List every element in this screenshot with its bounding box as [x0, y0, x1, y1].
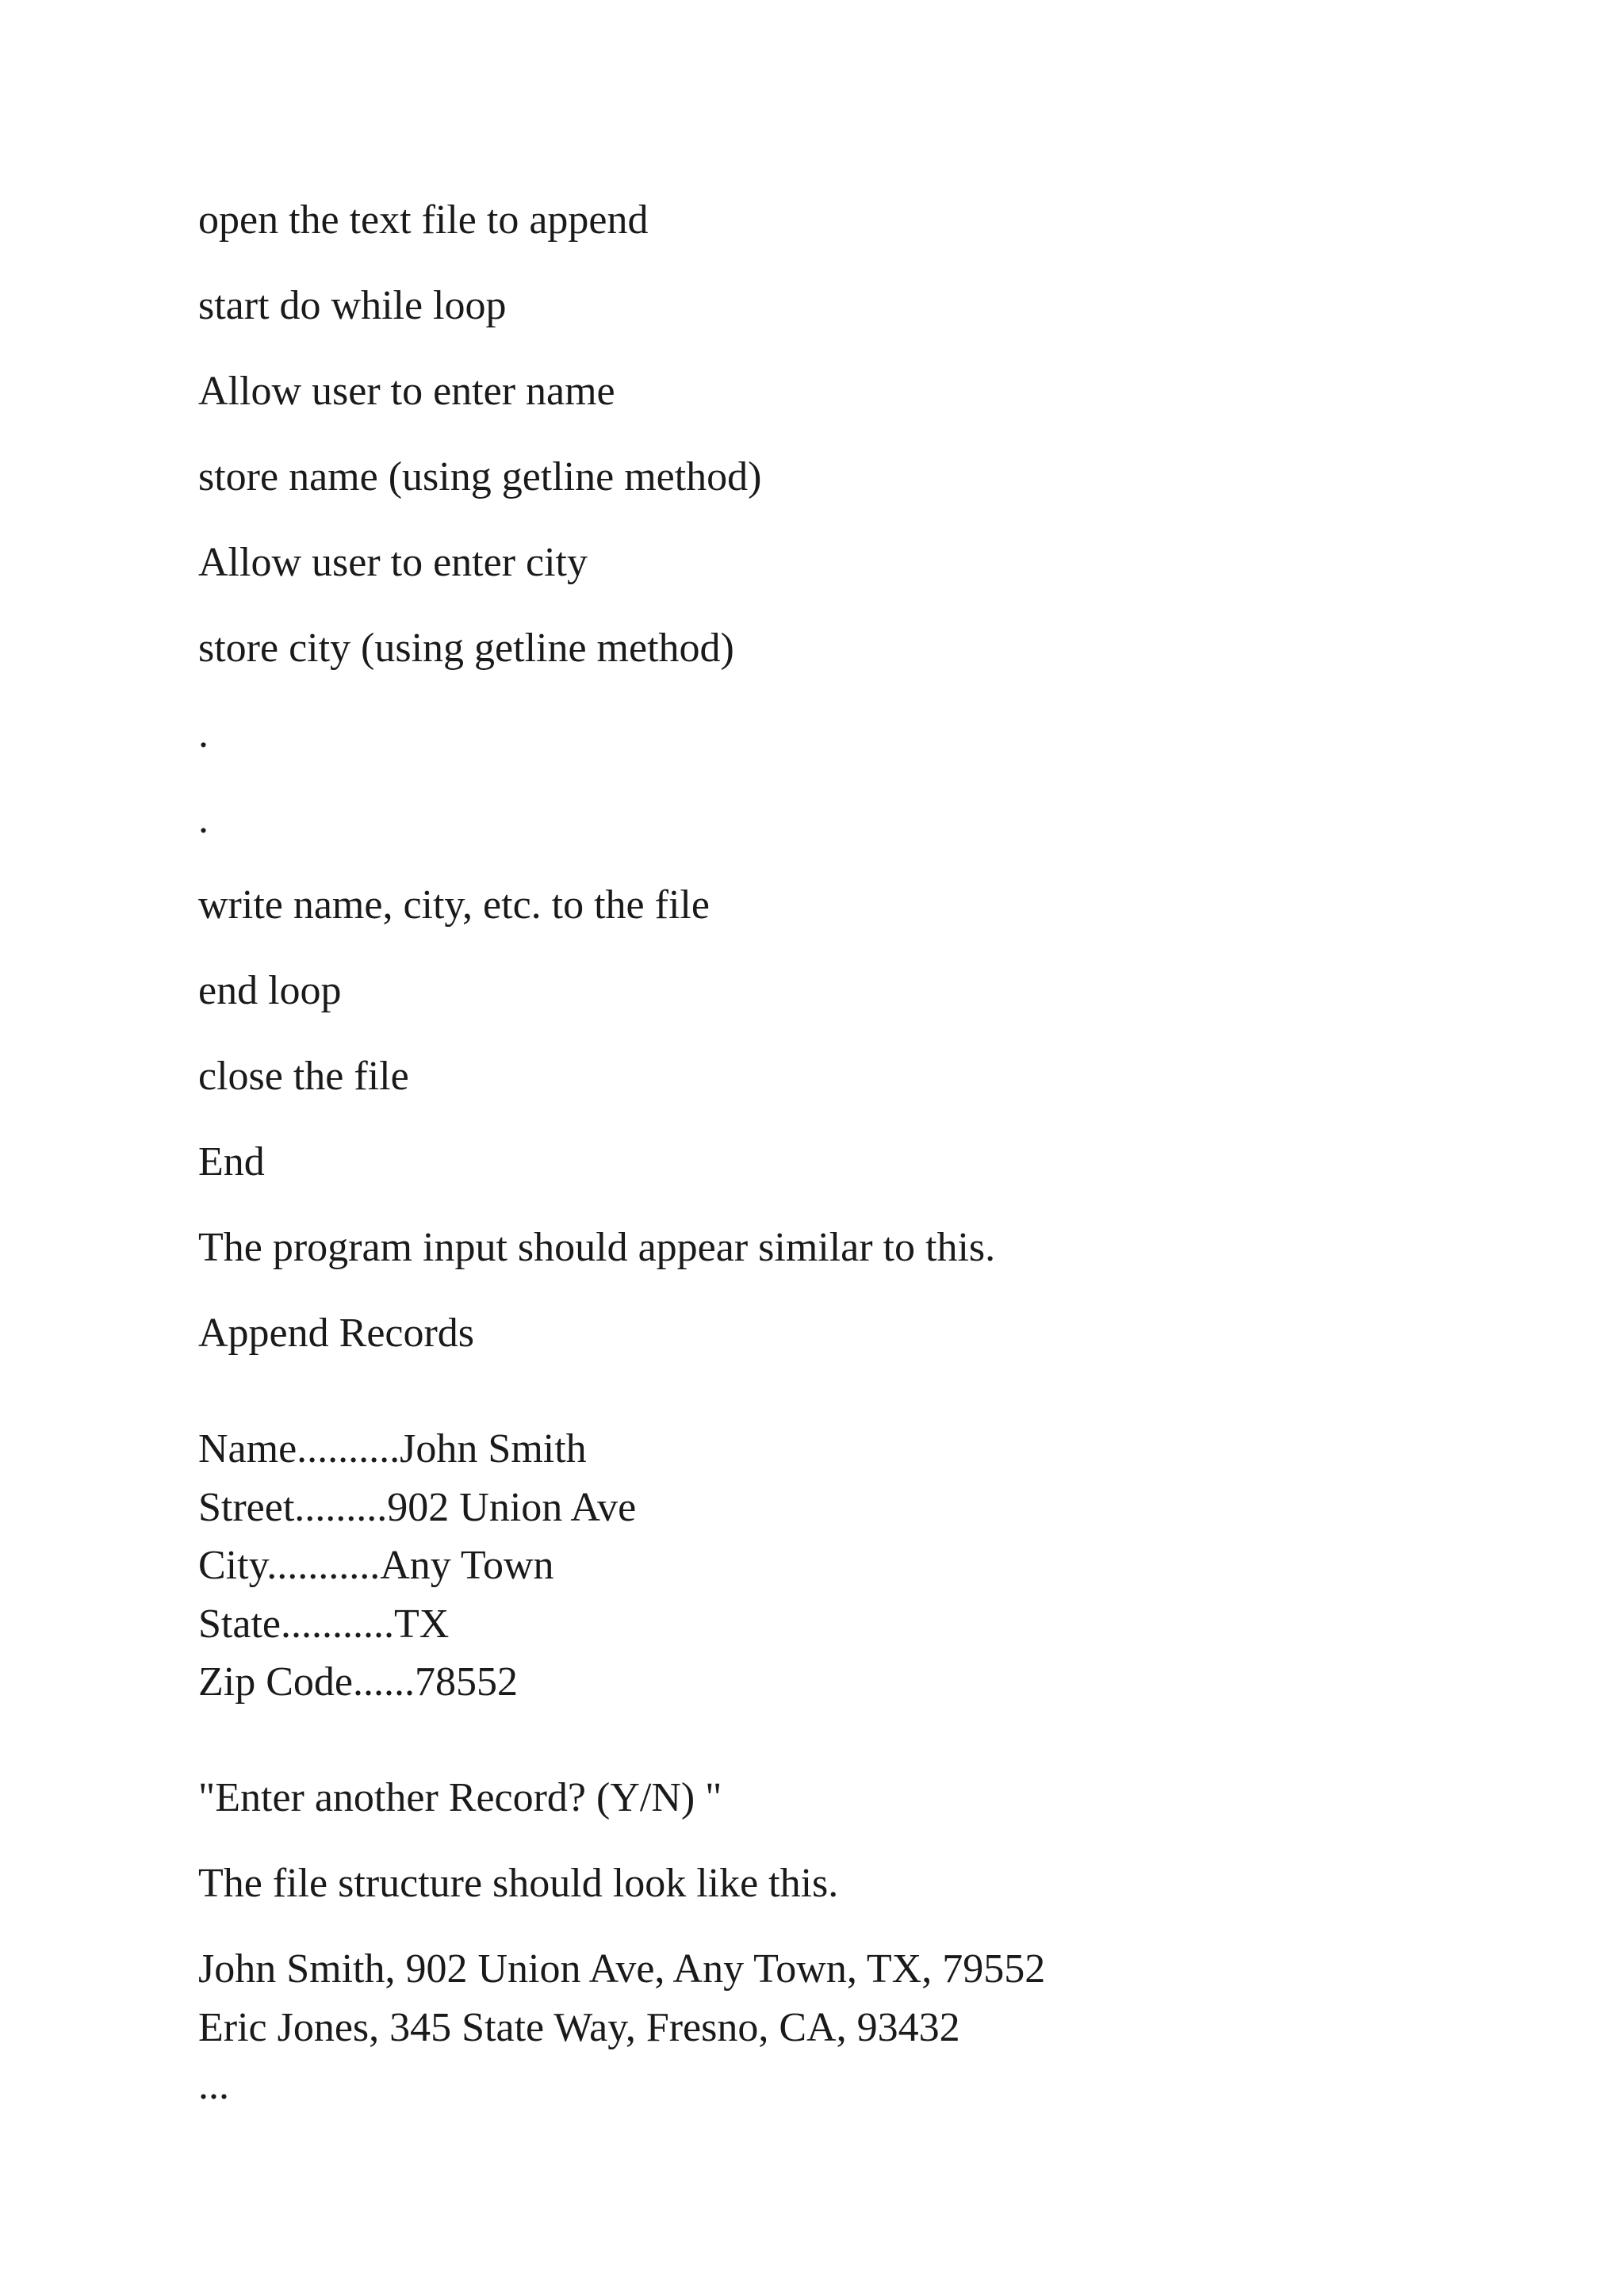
pseudocode-line: Allow user to enter city [198, 540, 588, 585]
input-field-street: Street.........902 Union Ave [198, 1485, 637, 1530]
file-ellipsis: ... [198, 2063, 229, 2108]
pseudocode-line: store city (using getline method) [198, 626, 734, 671]
pseudocode-line: End [198, 1139, 265, 1184]
document-body [198, 0, 1507, 2296]
file-intro: The file structure should look like this. [198, 1861, 839, 1906]
pseudocode-line: write name, city, etc. to the file [198, 882, 710, 928]
input-field-zip: Zip Code......78552 [198, 1659, 518, 1705]
pseudocode-line: start do while loop [198, 283, 507, 328]
input-heading: Append Records [198, 1311, 475, 1356]
input-field-city: City...........Any Town [198, 1543, 554, 1588]
file-record-line: Eric Jones, 345 State Way, Fresno, CA, 93432 [198, 2005, 960, 2050]
pseudocode-line: . [198, 711, 209, 756]
pseudocode-line: store name (using getline method) [198, 454, 762, 499]
pseudocode-line: close the file [198, 1054, 409, 1099]
pseudocode-line: . [198, 797, 209, 842]
file-record-line: John Smith, 902 Union Ave, Any Town, TX, 79552 [198, 1946, 1046, 1992]
pseudocode-line: Allow user to enter name [198, 369, 615, 414]
record-prompt: "Enter another Record? (Y/N) " [198, 1775, 722, 1820]
input-intro: The program input should appear similar to this. [198, 1225, 996, 1270]
input-field-state: State...........TX [198, 1601, 450, 1647]
input-field-name: Name..........John Smith [198, 1426, 587, 1471]
pseudocode-line: end loop [198, 968, 342, 1013]
pseudocode-line: open the text file to append [198, 197, 649, 243]
